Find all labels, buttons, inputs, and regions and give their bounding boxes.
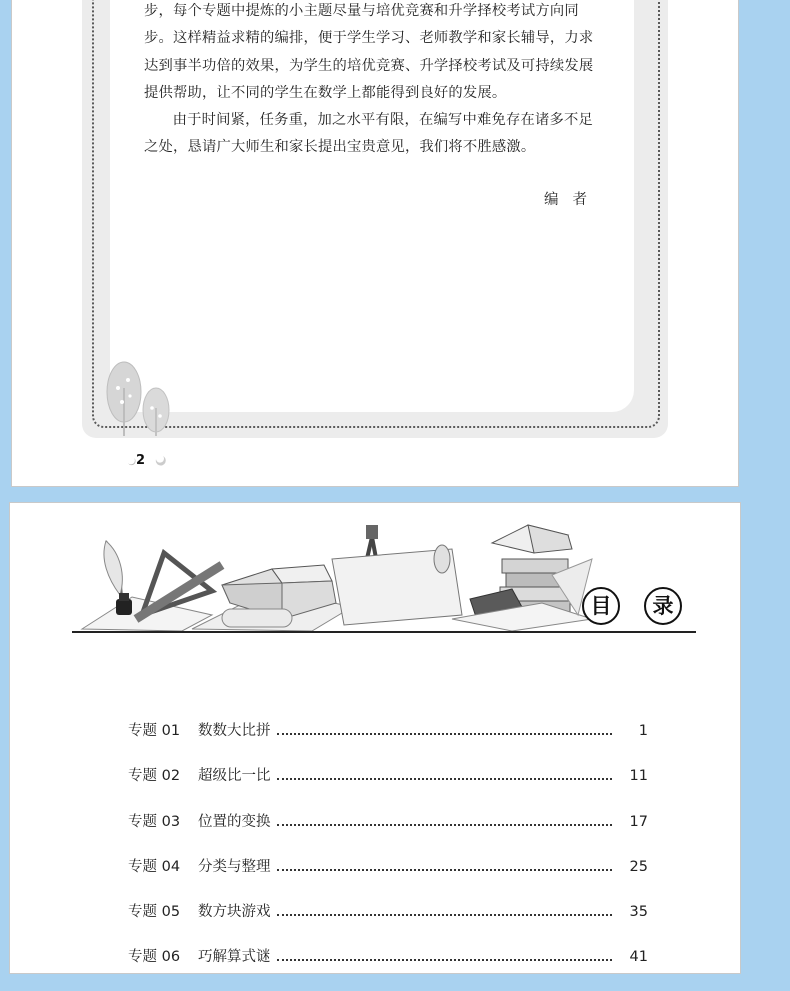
toc-entry-title: 数方块游戏 (198, 904, 271, 921)
toc-entry-number: 专题 05 (128, 904, 181, 921)
toc-entry[interactable] (128, 764, 648, 809)
table-of-contents (128, 719, 648, 991)
toc-entry-title: 分类与整理 (198, 858, 271, 875)
toc-entry-page: 17 (629, 813, 648, 830)
toc-entry-number: 专题 04 (128, 858, 181, 875)
toc-entry[interactable] (128, 900, 648, 945)
preface-line: 由于时间紧，任务重，加之水平有限，在编写中难免存在诸多不足 (172, 112, 593, 129)
toc-entry-title: 数数大比拼 (198, 723, 271, 739)
banner-baseline (72, 631, 696, 633)
preface-line: 之处，恳请广大师生和家长提出宝贵意见，我们将不胜感激。 (144, 139, 536, 156)
toc-entry-number: 专题 01 (128, 723, 181, 739)
toc-leader-dots (277, 869, 613, 871)
toc-entry-title: 巧解算式谜 (198, 949, 271, 966)
toc-entry-page: 1 (638, 723, 648, 739)
page-number: 2 (136, 453, 146, 468)
contents-heading-char: 录 (644, 587, 682, 625)
preface-text (144, 0, 622, 162)
toc-entry-page: 35 (629, 904, 648, 921)
toc-leader-dots (277, 824, 613, 826)
contents-page (10, 503, 740, 973)
toc-leader-dots (277, 778, 613, 780)
toc-entry-page: 25 (629, 858, 648, 875)
moon-decoration (124, 449, 170, 469)
toc-entry[interactable] (128, 810, 648, 855)
preface-line: 提供帮助，让不同的学生在数学上都能得到良好的发展。 (144, 84, 507, 101)
toc-entry[interactable] (128, 945, 648, 990)
preface-page (12, 0, 738, 486)
toc-entry-number: 专题 06 (128, 949, 181, 966)
toc-entry-title: 超级比一比 (198, 768, 271, 785)
toc-entry[interactable] (128, 855, 648, 900)
tree-illustration (104, 358, 178, 442)
preface-signature: 编者 (544, 192, 601, 208)
preface-line: 达到事半功倍的效果，为学生的培优竞赛、升学择校考试及可持续发展 (144, 57, 594, 74)
toc-leader-dots (277, 733, 613, 735)
preface-line: 步。这样精益求精的编排，便于学生学习、老师教学和家长辅导，力求 (144, 30, 594, 47)
toc-leader-dots (277, 914, 613, 916)
toc-entry-title: 位置的变换 (198, 813, 271, 830)
toc-entry-number: 专题 02 (128, 768, 181, 785)
preface-line: 步，每个专题中提炼的小主题尽量与培优竞赛和升学择校考试方向同 (144, 3, 579, 19)
toc-entry-page: 41 (629, 949, 648, 966)
contents-heading-char: 目 (582, 587, 620, 625)
toc-entry[interactable] (128, 719, 648, 764)
toc-entry-number: 专题 03 (128, 813, 181, 830)
toc-entry-page: 11 (629, 768, 648, 785)
